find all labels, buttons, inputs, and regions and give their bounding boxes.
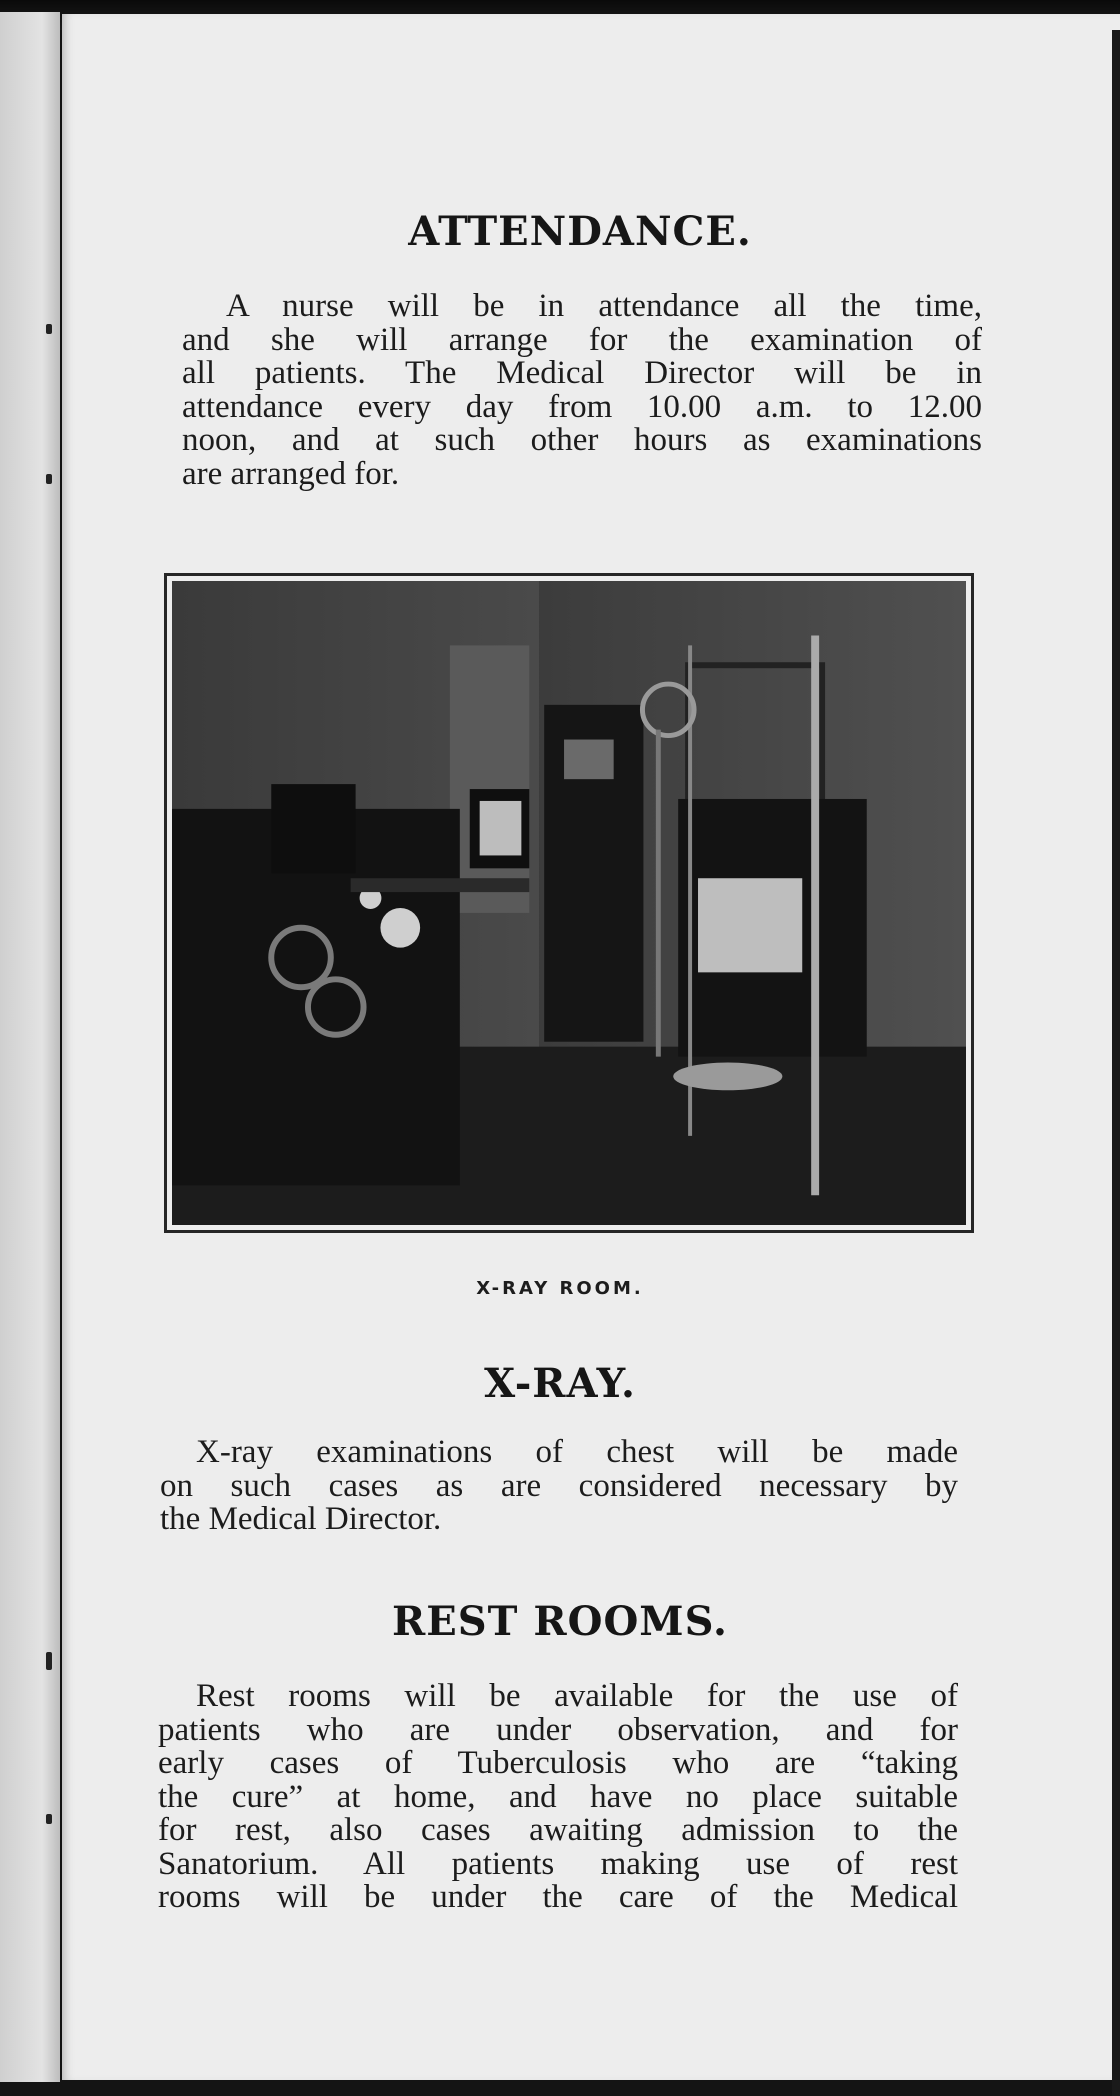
text-line: noon, and at such other hours as examinations	[182, 422, 982, 458]
text-line: for rest, also cases awaiting admission to the	[158, 1812, 958, 1848]
xray-room-photo	[172, 581, 966, 1225]
text-line: Rest rooms will be available for the use of	[196, 1678, 958, 1714]
scan-right-edge	[1112, 30, 1120, 2096]
binding-mark	[46, 324, 52, 334]
xray-paragraph	[160, 1436, 958, 1537]
attendance-paragraph	[182, 290, 982, 491]
text-line: Sanatorium. All patients making use of rest	[158, 1845, 958, 1882]
attendance-heading: ATTENDANCE.	[408, 208, 752, 255]
text-line: on such cases as are considered necessary by	[160, 1467, 958, 1504]
binding-mark	[46, 474, 52, 484]
facing-page-edge	[0, 12, 60, 2082]
rest-rooms-heading: REST ROOMS.	[392, 1598, 728, 1645]
rest-rooms-paragraph	[158, 1680, 958, 1915]
text-line: X-ray examinations of chest will be made	[196, 1434, 958, 1470]
text-line: the cure” at home, and have no place suitable	[158, 1778, 958, 1815]
text-line: and she will arrange for the examination of	[182, 321, 982, 358]
binding-mark	[46, 1652, 52, 1670]
text-line: A nurse will be in attendance all the time,	[226, 288, 982, 324]
text-line: early cases of Tuberculosis who are “taking	[158, 1745, 958, 1781]
text-line: patients who are under observation, and for	[158, 1711, 958, 1748]
text-line: the Medical Director.	[160, 1501, 442, 1537]
text-line: all patients. The Medical Director will be in	[182, 355, 982, 391]
binding-mark	[46, 1814, 52, 1824]
text-line: are arranged for.	[182, 455, 400, 492]
text-line: rooms will be under the care of the Medical	[158, 1879, 958, 1915]
photo-caption: X-RAY ROOM.	[476, 1278, 644, 1299]
text-line: attendance every day from 10.00 a.m. to 12.00	[182, 388, 982, 425]
xray-heading: X-RAY.	[484, 1360, 636, 1407]
xray-room-photo-frame	[164, 573, 974, 1233]
